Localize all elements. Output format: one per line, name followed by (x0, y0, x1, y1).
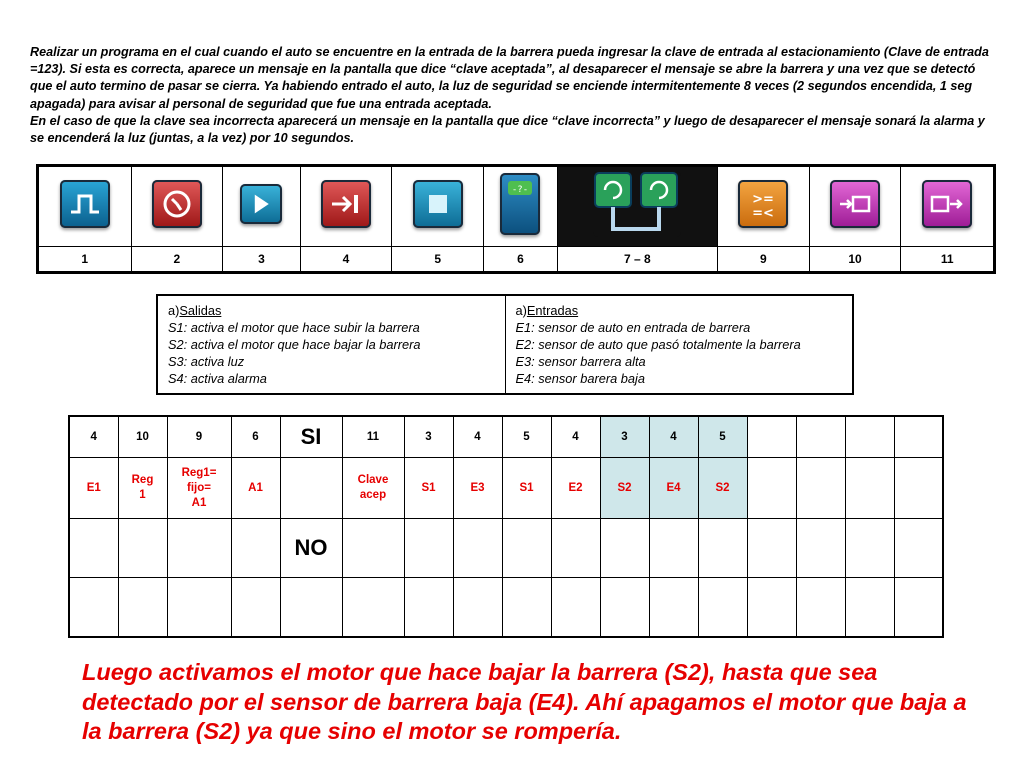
program-cell: 10 (118, 416, 167, 458)
program-row-empty (69, 578, 943, 638)
block-cell-3 (223, 166, 300, 247)
program-cell-empty (118, 578, 167, 638)
program-param: S1 (404, 458, 453, 519)
explanation-text: Luego activamos el motor que hace bajar la barrera (S2), hasta que sea detectado por el sensor de barrera baja (E4). Ahí apagamos el motor que baja a la barrera (S2) ya que sino el motor se rompería. (82, 659, 967, 744)
program-param-highlighted: E4 (649, 458, 698, 519)
block-number: 9 (717, 246, 809, 272)
program-param: Reg 1 (118, 458, 167, 519)
program-cell: 6 (231, 416, 280, 458)
instructions-paragraph-1: Realizar un programa en el cual cuando el auto se encuentre en la entrada de la barrera pueda ingresar la clave de entrada al estacionamiento (Clave de entrada =123). Si esta es correcta, aparece un mensaje en la pantalla que dice “clave aceptada”, al desaparecer el mensaje se abre la barrera y una vez que se detectó que el auto termino de pasar se cierra. Ya habiendo entrado el auto, la luz de seguridad se enciende intermitentemente 8 veces (2 segundos encendida, 1 seg apagada) para avisar al personal de seguridad que fue una entrada aceptada. (30, 45, 989, 111)
outputs-header-label: Salidas (179, 303, 222, 318)
outputs-header-prefix: a) (168, 303, 180, 318)
program-cell: 11 (342, 416, 404, 458)
program-cell-highlighted: 4 (649, 416, 698, 458)
program-cell: 4 (551, 416, 600, 458)
io-definition-table (156, 294, 854, 395)
block-number: 1 (38, 246, 132, 272)
program-param-highlighted: S2 (698, 458, 747, 519)
program-cell-empty (69, 519, 118, 578)
program-cell-empty (894, 578, 943, 638)
inputs-header-label: Entradas (526, 303, 579, 318)
skip-block-icon (321, 180, 371, 228)
display-block-icon (500, 173, 540, 235)
program-cell-empty (551, 519, 600, 578)
block-cell-4 (300, 166, 392, 247)
program-cell (845, 416, 894, 458)
program-cell: 3 (404, 416, 453, 458)
program-cell-no: NO (280, 519, 342, 578)
program-cell: 4 (453, 416, 502, 458)
program-param: A1 (231, 458, 280, 519)
block-number: 10 (809, 246, 901, 272)
block-number: 6 (484, 246, 558, 272)
program-cell-empty (342, 519, 404, 578)
program-cell-empty (167, 578, 231, 638)
play-block-icon (240, 184, 282, 224)
input-item: E1: sensor de auto en entrada de barrera (515, 320, 751, 335)
program-param (845, 458, 894, 519)
program-cell: 5 (502, 416, 551, 458)
output-item: S1: activa el motor que hace subir la barrera (168, 320, 420, 335)
program-param: E3 (453, 458, 502, 519)
pulse-block-icon (60, 180, 110, 228)
block-cell-11 (901, 166, 995, 247)
program-param (796, 458, 845, 519)
program-cell-empty (551, 578, 600, 638)
outputs-header (168, 302, 495, 319)
program-cell-empty (231, 578, 280, 638)
program-param (280, 458, 342, 519)
program-cell-empty (747, 519, 796, 578)
compare-block-icon (738, 180, 788, 228)
block-cell-2 (131, 166, 223, 247)
program-row-blocks (69, 416, 943, 458)
program-cell-si: SI (280, 416, 342, 458)
program-param: Clave acep (342, 458, 404, 519)
svg-text:=<: =< (752, 205, 775, 221)
block-cell-9 (717, 166, 809, 247)
program-param (894, 458, 943, 519)
program-cell-empty (698, 519, 747, 578)
program-grid (68, 415, 944, 638)
input-item: E4: sensor barera baja (515, 371, 645, 386)
block-cell-7-8 (557, 166, 717, 247)
program-cell-empty (453, 578, 502, 638)
timer-block-icon (152, 180, 202, 228)
program-cell-empty (231, 519, 280, 578)
program-cell-empty (167, 519, 231, 578)
program-cell-empty (649, 578, 698, 638)
block-cell-5 (392, 166, 484, 247)
block-number: 11 (901, 246, 995, 272)
block-number: 3 (223, 246, 300, 272)
block-cell-1 (38, 166, 132, 247)
program-cell-highlighted: 5 (698, 416, 747, 458)
program-param: S1 (502, 458, 551, 519)
program-param (747, 458, 796, 519)
program-cell-empty (453, 519, 502, 578)
block-icon-table (36, 164, 996, 274)
output-item: S4: activa alarma (168, 371, 267, 386)
program-cell-empty (649, 519, 698, 578)
stop-block-icon (413, 180, 463, 228)
program-cell-empty (342, 578, 404, 638)
output-item: S3: activa luz (168, 354, 245, 369)
program-param: Reg1= fijo= A1 (167, 458, 231, 519)
program-cell-empty (845, 578, 894, 638)
svg-text:-?-: -?- (512, 184, 529, 195)
program-cell-empty (280, 578, 342, 638)
program-cell-empty (404, 578, 453, 638)
program-cell-empty (747, 578, 796, 638)
program-cell-empty (502, 578, 551, 638)
block-number: 2 (131, 246, 223, 272)
program-cell-empty (404, 519, 453, 578)
program-cell-empty (69, 578, 118, 638)
program-cell-empty (796, 578, 845, 638)
input-item: E2: sensor de auto que pasó totalmente la barrera (515, 337, 801, 352)
block-cell-6 (484, 166, 558, 247)
input-item: E3: sensor barrera alta (515, 354, 646, 369)
program-cell-empty (894, 519, 943, 578)
program-param-highlighted: S2 (600, 458, 649, 519)
program-param: E2 (551, 458, 600, 519)
program-cell: 9 (167, 416, 231, 458)
outputs-cell (157, 295, 505, 394)
register-out-block-icon (922, 180, 972, 228)
program-param: E1 (69, 458, 118, 519)
program-cell-empty (796, 519, 845, 578)
loop-block-icon (593, 171, 681, 237)
block-number: 4 (300, 246, 392, 272)
program-cell-empty (600, 578, 649, 638)
inputs-header (516, 302, 843, 319)
block-cell-10 (809, 166, 901, 247)
block-number: 5 (392, 246, 484, 272)
output-item: S2: activa el motor que hace bajar la barrera (168, 337, 421, 352)
program-cell (796, 416, 845, 458)
svg-text:>=: >= (752, 191, 775, 207)
program-cell-empty (600, 519, 649, 578)
instructions-text (30, 44, 1000, 147)
register-in-block-icon (830, 180, 880, 228)
program-cell-empty (698, 578, 747, 638)
program-cell-empty (502, 519, 551, 578)
program-cell (894, 416, 943, 458)
program-cell-highlighted: 3 (600, 416, 649, 458)
program-row-params (69, 458, 943, 519)
block-number: 7 – 8 (557, 246, 717, 272)
program-cell-empty (118, 519, 167, 578)
program-cell-empty (845, 519, 894, 578)
inputs-header-prefix: a) (515, 303, 527, 318)
program-row-no-branch (69, 519, 943, 578)
program-cell: 4 (69, 416, 118, 458)
instructions-paragraph-2: En el caso de que la clave sea incorrecta aparecerá un mensaje en la pantalla que dice “clave incorrecta” y luego de desaparecer el mensaje sonará la alarma y se encenderá la luz (juntas, a la vez) por 10 segundos. (30, 113, 985, 146)
program-cell (747, 416, 796, 458)
inputs-cell (505, 295, 853, 394)
